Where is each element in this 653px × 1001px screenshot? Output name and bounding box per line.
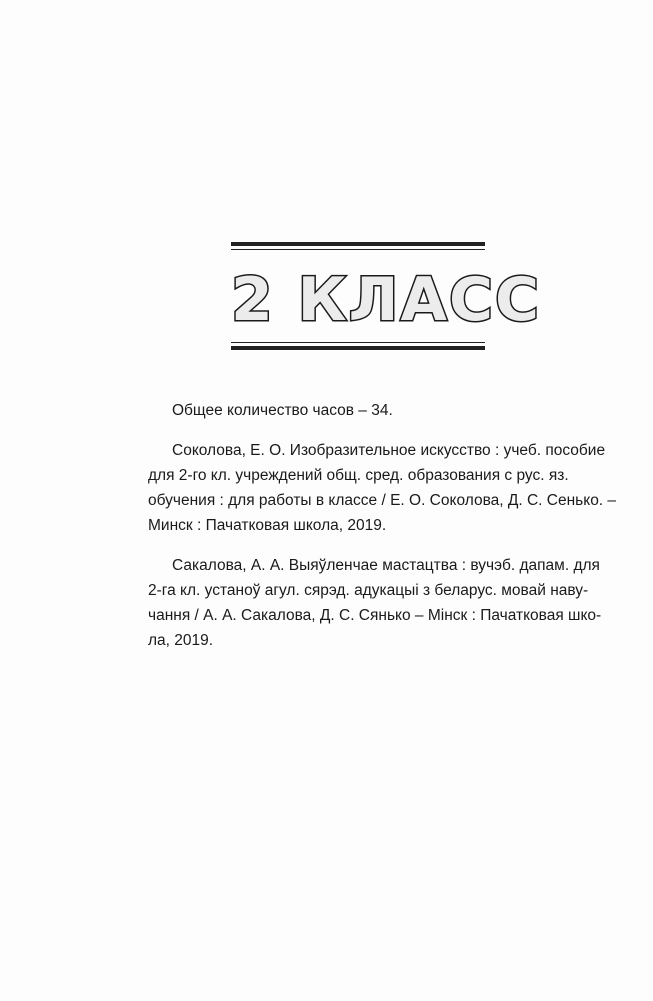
body-text (124, 398, 617, 668)
heading-bottom-rule (231, 342, 485, 352)
belarusian-textbook-reference (124, 553, 602, 653)
russian-textbook-reference (124, 438, 617, 538)
paragraph-line: ла, 2019. (148, 632, 214, 649)
paragraph-line: для 2-го кл. учреждений общ. сред. образования с рус. яз. (148, 467, 569, 484)
paragraph-line: Соколова, Е. О. Изобразительное искусство : учеб. пособие (172, 442, 606, 459)
paragraph-line: чання / А. А. Сакалова, Д. С. Сянько – Мінск : Пачатковая шко- (148, 607, 602, 624)
hours-paragraph (124, 398, 524, 423)
heading-top-rule (231, 242, 485, 252)
paragraph-line: Общее количество часов – 34. (172, 402, 393, 419)
paragraph-line: обучения : для работы в классе / Е. О. Соколова, Д. С. Сенько. – (148, 492, 617, 509)
paragraph-line: Сакалова, А. А. Выяўленчае мастацтва : вучэб. дапам. для (172, 557, 600, 574)
heading-title: 2 КЛАСС (231, 265, 542, 335)
paragraph-line: Минск : Пачатковая школа, 2019. (148, 517, 387, 534)
paragraph-line: 2-га кл. устаноў агул. сярэд. адукацыі з беларус. мовай наву- (148, 582, 589, 599)
section-heading (231, 242, 542, 354)
